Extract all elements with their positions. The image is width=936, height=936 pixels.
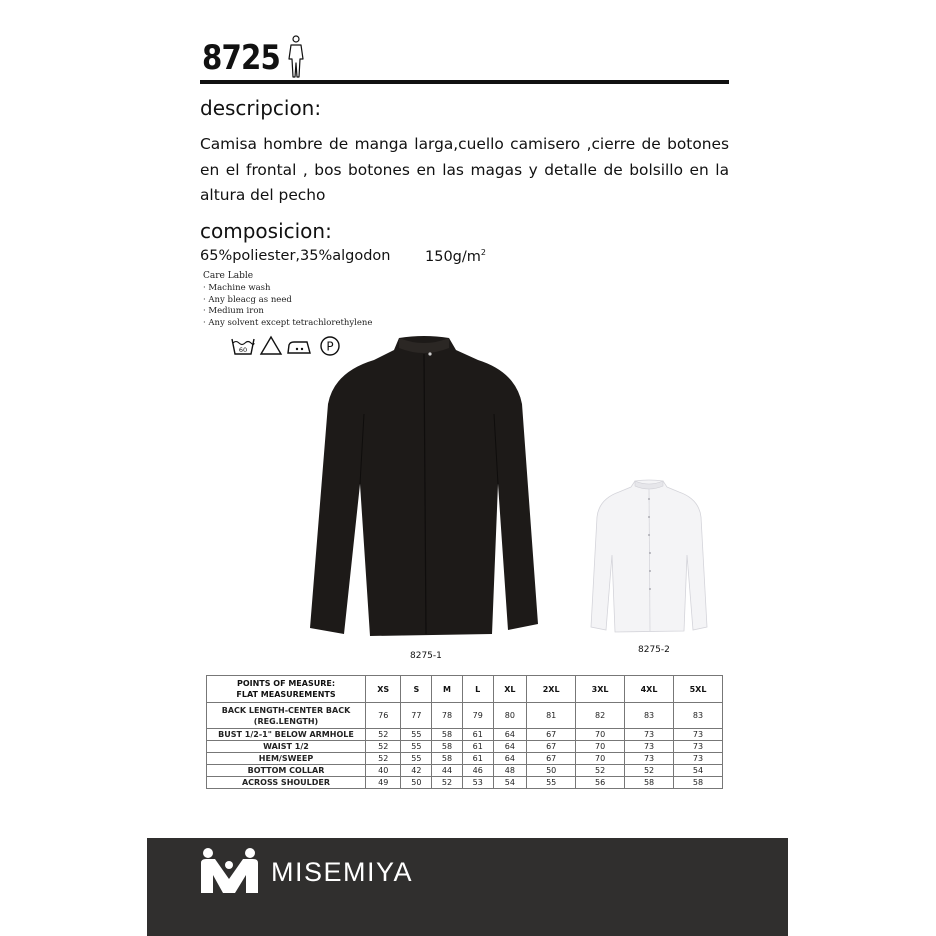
wash-60-icon (232, 339, 254, 354)
table-cell: 55 (401, 729, 432, 741)
table-cell: 83 (625, 703, 674, 729)
table-cell: 77 (401, 703, 432, 729)
size-header: M (432, 676, 463, 703)
bleach-triangle-icon (261, 337, 281, 354)
table-cell: 52 (576, 765, 625, 777)
care-item: · Machine wash (203, 282, 271, 293)
dry-clean-letter: P (326, 339, 334, 354)
fabric-weight-exponent: 2 (480, 248, 486, 257)
wash-temp: 60 (238, 346, 248, 354)
measure-label-line: BACK LENGTH-CENTER BACK (221, 705, 351, 715)
table-cell: 83 (674, 703, 723, 729)
table-cell: 55 (401, 753, 432, 765)
table-cell: 40 (366, 765, 401, 777)
table-cell: 55 (527, 777, 576, 789)
header-rule (200, 80, 729, 84)
table-cell: 58 (432, 753, 463, 765)
table-cell: 54 (674, 765, 723, 777)
table-cell: 70 (576, 729, 625, 741)
table-cell: 73 (625, 741, 674, 753)
care-title: Care Lable (203, 271, 254, 281)
person-icon (286, 35, 306, 79)
table-cell: 56 (576, 777, 625, 789)
table-cell: 52 (366, 753, 401, 765)
table-cell: 78 (432, 703, 463, 729)
size-header: 5XL (674, 676, 723, 703)
size-header: 2XL (527, 676, 576, 703)
table-cell: 54 (493, 777, 527, 789)
product-code-white: 8275-2 (638, 645, 670, 655)
size-header: XL (493, 676, 527, 703)
care-label (203, 271, 372, 330)
table-cell: 58 (625, 777, 674, 789)
table-row (207, 753, 723, 765)
table-cell: 64 (493, 753, 527, 765)
table-cell: 48 (493, 765, 527, 777)
table-cell: 44 (432, 765, 463, 777)
size-table (206, 675, 723, 789)
misemiya-logo-icon (199, 847, 260, 895)
table-cell: 70 (576, 753, 625, 765)
measure-label: WAIST 1/2 (207, 741, 366, 753)
table-cell: 61 (462, 753, 493, 765)
table-cell: 58 (432, 741, 463, 753)
product-code-black: 8275-1 (410, 651, 442, 661)
measure-label-line: (REG.LENGTH) (253, 716, 319, 726)
care-item: · Medium iron (203, 306, 264, 317)
size-header: 3XL (576, 676, 625, 703)
table-cell: 82 (576, 703, 625, 729)
table-cell: 73 (625, 753, 674, 765)
measure-label: BUST 1/2-1" BELOW ARMHOLE (207, 729, 366, 741)
composition-heading: composicion: (200, 219, 332, 243)
table-cell: 76 (366, 703, 401, 729)
table-cell: 58 (432, 729, 463, 741)
size-header: S (401, 676, 432, 703)
points-of-measure-header (207, 676, 366, 703)
measure-label: HEM/SWEEP (207, 753, 366, 765)
header-line: FLAT MEASUREMENTS (236, 690, 336, 699)
table-row (207, 703, 723, 729)
description-text: Camisa hombre de manga larga,cuello camisero ,cierre de botones en el frontal , bos botones en las magas y detalle de bolsillo en la altura del pecho (200, 135, 729, 204)
table-row (207, 741, 723, 753)
table-cell: 73 (625, 729, 674, 741)
care-item: · Any bleacg as need (203, 294, 292, 305)
care-item: · Any solvent except tetrachlorethylene (203, 318, 373, 329)
table-cell: 46 (462, 765, 493, 777)
table-cell: 42 (401, 765, 432, 777)
table-cell: 64 (493, 729, 527, 741)
table-cell: 49 (366, 777, 401, 789)
size-table-header (207, 676, 723, 703)
brand-name: MISEMIYA (271, 857, 414, 887)
table-cell: 52 (625, 765, 674, 777)
table-cell: 53 (462, 777, 493, 789)
fabric-weight-value: 150g/m (425, 248, 481, 265)
table-row (207, 765, 723, 777)
table-cell: 52 (366, 741, 401, 753)
table-cell: 70 (576, 741, 625, 753)
description-heading: descripcion: (200, 96, 322, 120)
table-row (207, 729, 723, 741)
fabric-weight (425, 248, 486, 265)
size-header: XS (366, 676, 401, 703)
black-shirt-image (306, 334, 542, 642)
table-cell: 67 (527, 729, 576, 741)
table-cell: 73 (674, 741, 723, 753)
model-number: 8725 (202, 38, 280, 78)
size-header: L (462, 676, 493, 703)
measure-label (207, 703, 366, 729)
table-cell: 61 (462, 729, 493, 741)
composition-material: 65%poliester,35%algodon (200, 248, 391, 264)
header-line: POINTS OF MEASURE: (236, 679, 336, 688)
table-row (207, 777, 723, 789)
measure-label: BOTTOM COLLAR (207, 765, 366, 777)
measure-label: ACROSS SHOULDER (207, 777, 366, 789)
table-cell: 55 (401, 741, 432, 753)
table-cell: 81 (527, 703, 576, 729)
size-header: 4XL (625, 676, 674, 703)
table-cell: 50 (527, 765, 576, 777)
table-cell: 52 (432, 777, 463, 789)
table-cell: 79 (462, 703, 493, 729)
table-cell: 52 (366, 729, 401, 741)
table-cell: 50 (401, 777, 432, 789)
table-cell: 67 (527, 741, 576, 753)
table-cell: 67 (527, 753, 576, 765)
table-cell: 61 (462, 741, 493, 753)
white-shirt-image (587, 479, 711, 635)
table-cell: 73 (674, 729, 723, 741)
table-cell: 58 (674, 777, 723, 789)
table-cell: 80 (493, 703, 527, 729)
table-cell: 64 (493, 741, 527, 753)
table-cell: 73 (674, 753, 723, 765)
